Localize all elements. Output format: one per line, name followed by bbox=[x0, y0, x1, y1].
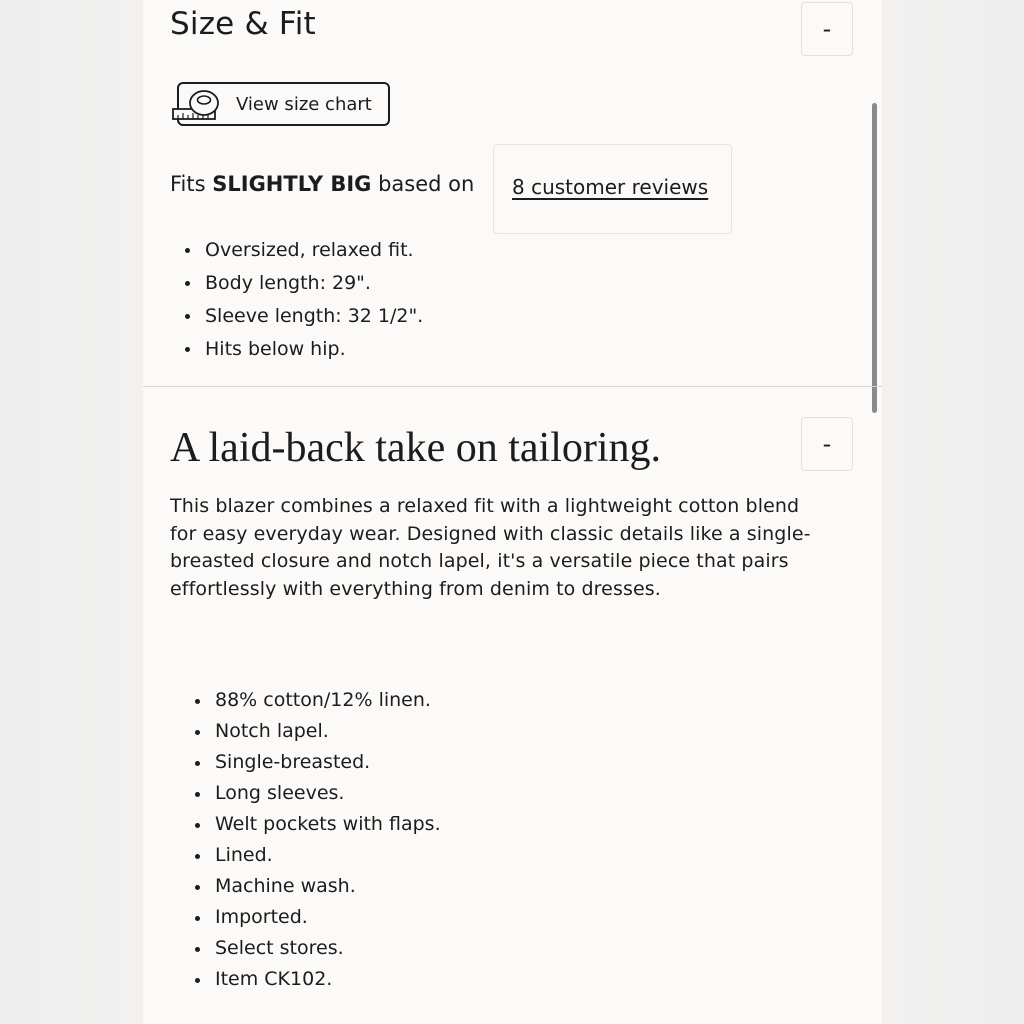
right-backdrop bbox=[882, 0, 1024, 1024]
fit-details-list bbox=[205, 236, 423, 368]
list-item: Body length: 29". bbox=[205, 269, 423, 302]
list-item: Welt pockets with flaps. bbox=[215, 810, 441, 841]
view-size-chart-label: View size chart bbox=[236, 94, 372, 115]
list-item: Select stores. bbox=[215, 934, 441, 965]
list-item: Imported. bbox=[215, 903, 441, 934]
list-item: 88% cotton/12% linen. bbox=[215, 686, 441, 717]
product-details-list bbox=[215, 686, 441, 996]
scrollbar[interactable] bbox=[872, 103, 877, 413]
fit-summary bbox=[170, 172, 474, 196]
list-item: Long sleeves. bbox=[215, 779, 441, 810]
list-item: Single-breasted. bbox=[215, 748, 441, 779]
list-item: Lined. bbox=[215, 841, 441, 872]
customer-reviews-box bbox=[493, 144, 732, 234]
description-headline: A laid-back take on tailoring. bbox=[170, 425, 662, 471]
list-item: Notch lapel. bbox=[215, 717, 441, 748]
description-body: This blazer combines a relaxed fit with a lightweight cotton blend for easy everyday wear. Designed with classic details like a single-breasted closure and notch lapel, it's a versatile piece that pairs effortlessly with everything from denim to dresses. bbox=[170, 495, 811, 600]
list-item: Hits below hip. bbox=[205, 335, 423, 368]
product-details-panel bbox=[143, 0, 882, 1024]
description-collapse-button[interactable]: - bbox=[801, 417, 853, 471]
list-item: Item CK102. bbox=[215, 965, 441, 996]
fit-suffix: based on bbox=[378, 172, 475, 196]
view-size-chart-button[interactable] bbox=[177, 82, 390, 126]
list-item: Sleeve length: 32 1/2". bbox=[205, 302, 423, 335]
size-fit-title: Size & Fit bbox=[170, 6, 316, 42]
fit-value: SLIGHTLY BIG bbox=[212, 172, 372, 196]
left-backdrop bbox=[0, 0, 143, 1024]
size-fit-collapse-button[interactable]: - bbox=[801, 2, 853, 56]
list-item: Oversized, relaxed fit. bbox=[205, 236, 423, 269]
fit-prefix: Fits bbox=[170, 172, 206, 196]
measuring-tape-icon bbox=[171, 89, 223, 123]
customer-reviews-link[interactable]: 8 customer reviews bbox=[512, 175, 709, 199]
list-item: Machine wash. bbox=[215, 872, 441, 903]
section-divider bbox=[143, 386, 882, 387]
